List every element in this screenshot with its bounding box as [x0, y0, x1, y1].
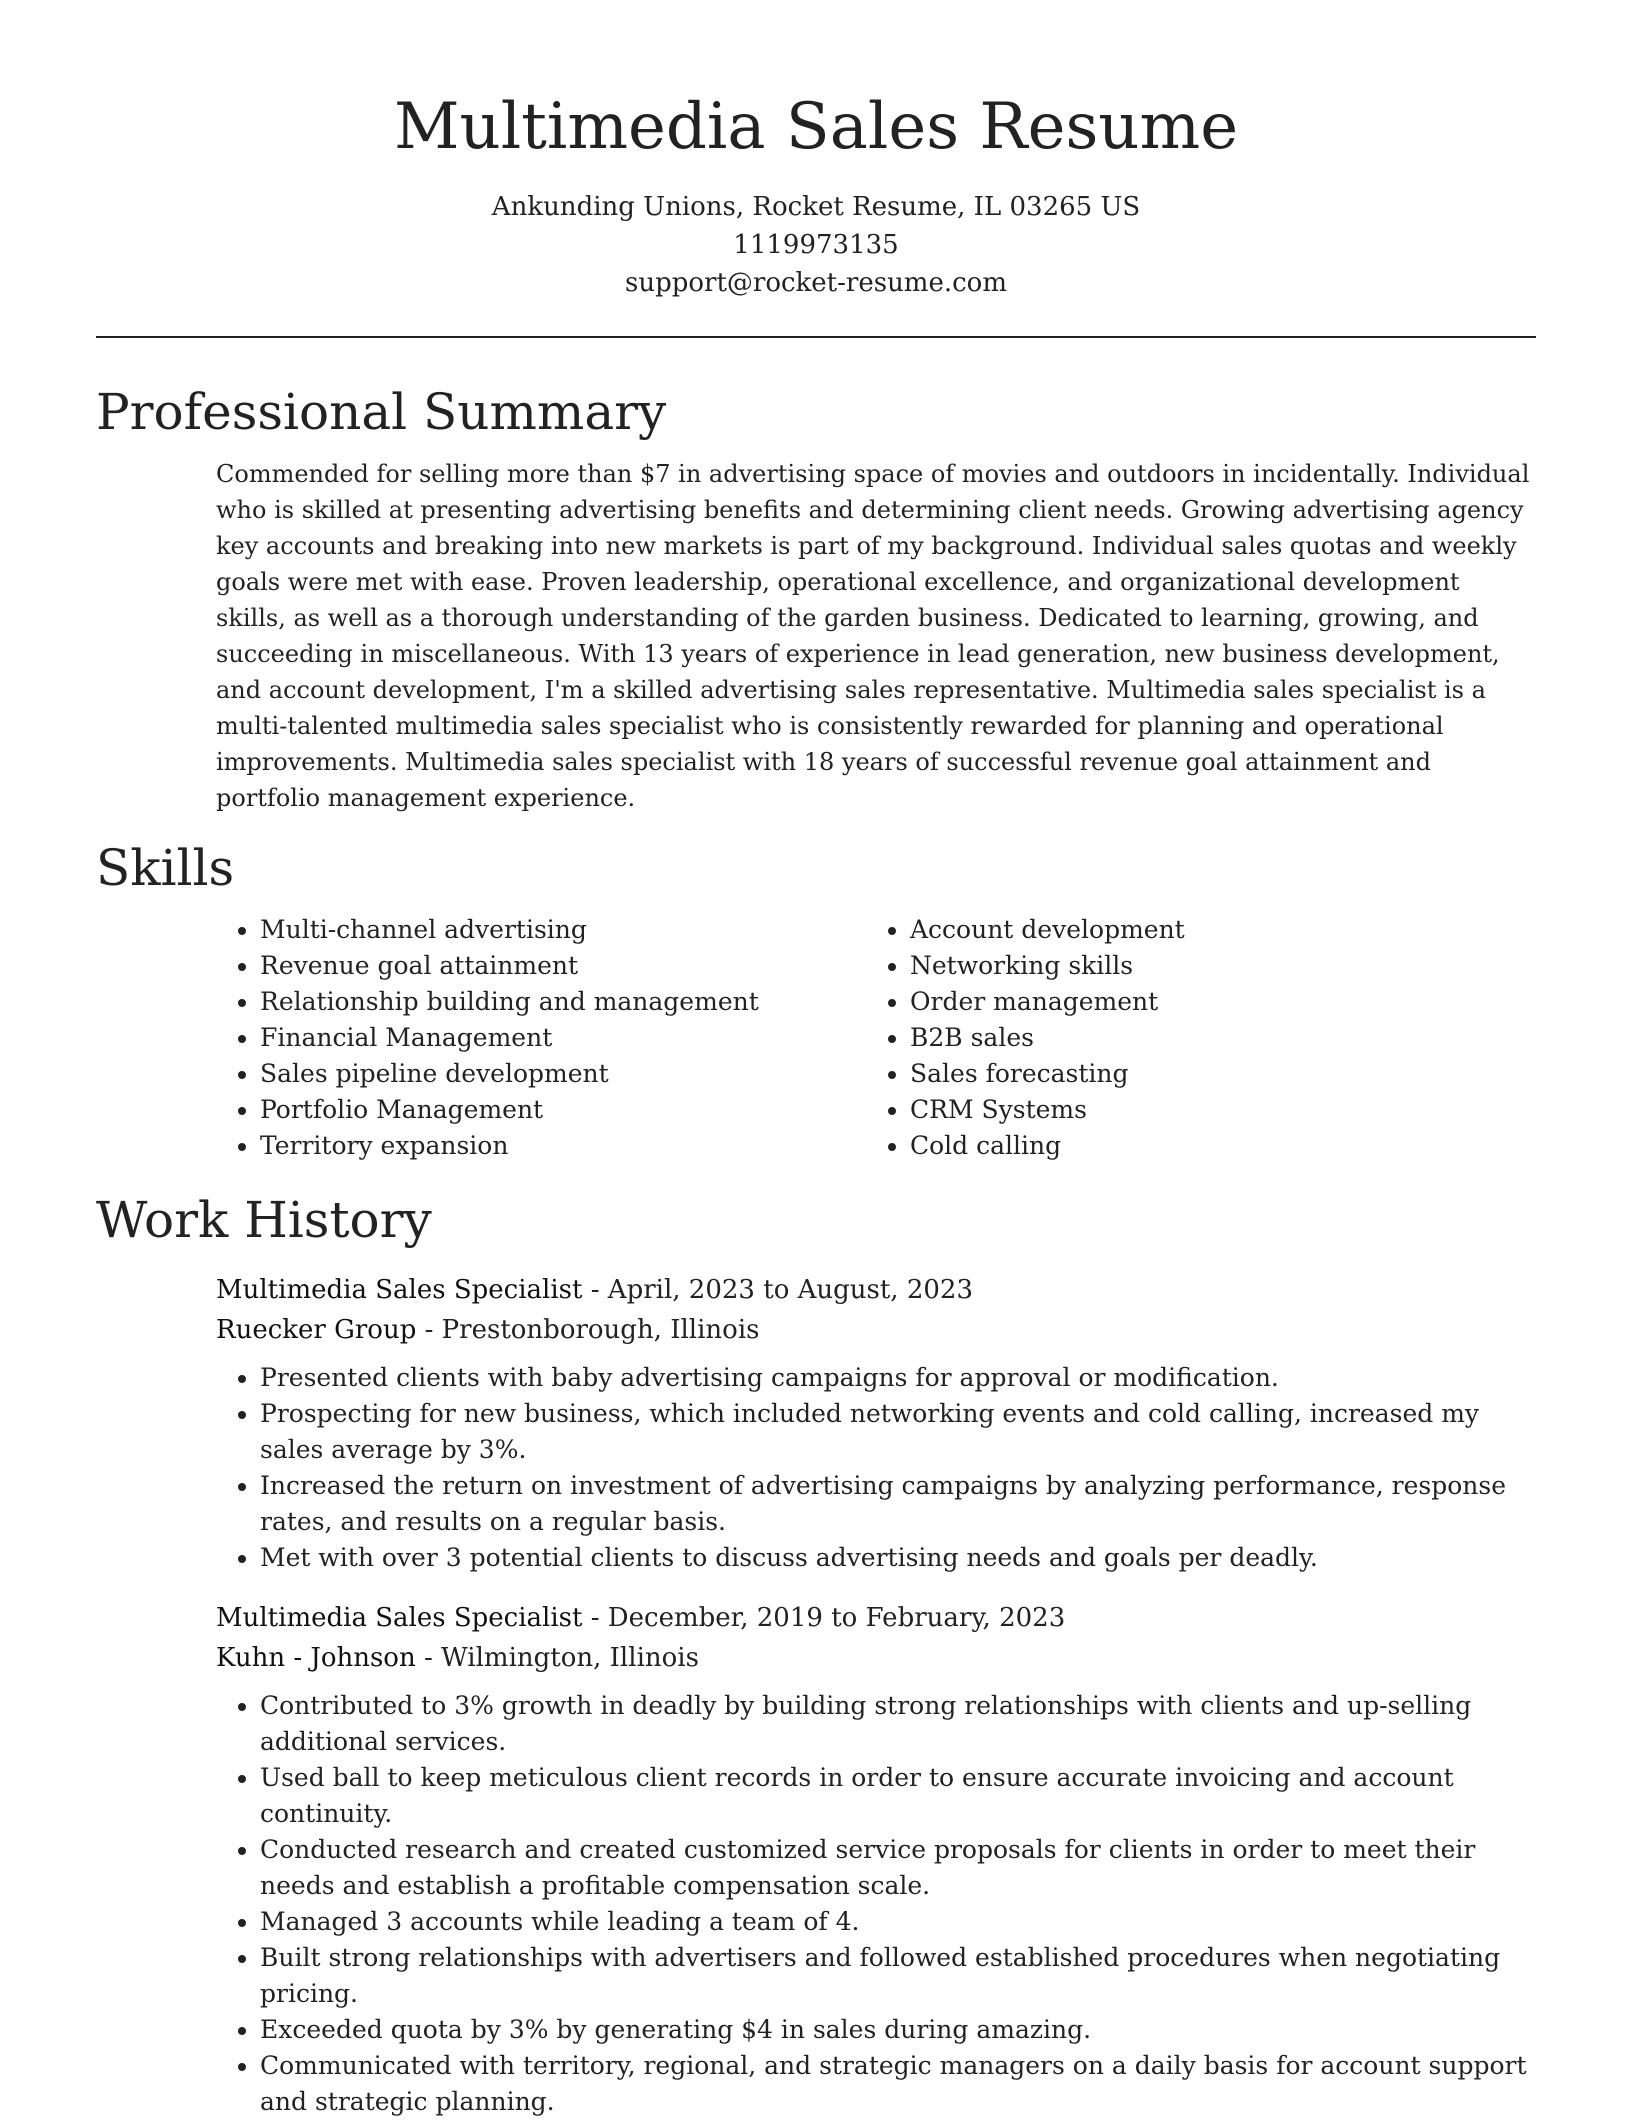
- skill-item: • Sales pipeline development: [260, 1056, 866, 1092]
- skill-item: • Territory expansion: [260, 1128, 866, 1164]
- job-bullet: • Met with over 3 potential clients to discuss advertising needs and goals per deadly.: [260, 1540, 1536, 1576]
- job-entry: [216, 1270, 1536, 1576]
- job-title: Multimedia Sales Specialist: [216, 1603, 583, 1633]
- employer: Ruecker Group: [216, 1315, 417, 1345]
- job-bullet: • Used ball to keep meticulous client records in order to ensure accurate invoicing and account continuity.: [260, 1760, 1536, 1832]
- header-divider: [96, 336, 1536, 338]
- address: Ankunding Unions, Rocket Resume, IL 03265 US: [491, 192, 1141, 222]
- email: support@rocket-resume.com: [624, 268, 1007, 298]
- skill-item: • CRM Systems: [910, 1092, 1516, 1128]
- employer: Kuhn - Johnson: [216, 1643, 416, 1673]
- skill-item: • B2B sales: [910, 1020, 1516, 1056]
- skill-item: • Cold calling: [910, 1128, 1516, 1164]
- summary-heading: Professional Summary: [96, 383, 667, 441]
- job-dates: - April, 2023 to August, 2023: [582, 1275, 974, 1305]
- job-bullets: [216, 1360, 1536, 1576]
- job-bullet: • Increased the return on investment of advertising campaigns by analyzing performance, response rates, and results on a regular basis.: [260, 1468, 1536, 1540]
- skill-item: • Relationship building and management: [260, 984, 866, 1020]
- resume-page: [96, 0, 1536, 2120]
- skill-item: • Revenue goal attainment: [260, 948, 866, 984]
- job-bullet: • Built strong relationships with advertisers and followed established procedures when negotiating pricing.: [260, 1940, 1536, 2012]
- skill-item: • Account development: [910, 912, 1516, 948]
- skill-item: • Financial Management: [260, 1020, 866, 1056]
- job-location: - Wilmington, Illinois: [415, 1643, 699, 1673]
- job-bullet: • Communicated with territory, regional, and strategic managers on a daily basis for account support and strategic planning.: [260, 2048, 1536, 2120]
- contact-info: [96, 188, 1536, 302]
- job-bullet: • Contributed to 3% growth in deadly by building strong relationships with clients and up-selling additional services.: [260, 1688, 1536, 1760]
- job-bullet: • Conducted research and created customized service proposals for clients in order to meet their needs and establish a profitable compensation scale.: [260, 1832, 1536, 1904]
- phone: 1119973135: [733, 230, 899, 260]
- skill-item: • Sales forecasting: [910, 1056, 1516, 1092]
- resume-title: Multimedia Sales Resume: [393, 90, 1239, 164]
- job-bullet: • Prospecting for new business, which included networking events and cold calling, increased my sales average by 3%.: [260, 1396, 1536, 1468]
- skill-item: • Multi-channel advertising: [260, 912, 866, 948]
- skills-heading: Skills: [96, 839, 235, 897]
- job-bullet: • Presented clients with baby advertising campaigns for approval or modification.: [260, 1360, 1536, 1396]
- job-location: - Prestonborough, Illinois: [416, 1315, 760, 1345]
- summary-text: Commended for selling more than $7 in advertising space of movies and outdoors in incidentally. Individual who is skilled at presenting advertising benefits and determining client needs. Growing advertising agency key accounts and breaking into new markets is part of my background. Individual sales quotas and weekly goals were met with ease. Proven leadership, operational excellence, and organizational development skills, as well as a thorough understanding of the garden business. Dedicated to learning, growing, and succeeding in miscellaneous. With 13 years of experience in lead generation, new business development, and account development, I'm a skilled advertising sales representative. Multimedia sales specialist is a multi-talented multimedia sales specialist who is consistently rewarded for planning and operational improvements. Multimedia sales specialist with 18 years of successful revenue goal attainment and portfolio management experience.: [216, 460, 1530, 812]
- work-history-heading: Work History: [96, 1191, 432, 1249]
- skills-list: [216, 912, 1536, 1164]
- skill-item: • Networking skills: [910, 948, 1516, 984]
- resume-header: [96, 0, 1536, 302]
- job-employer-line: [216, 1310, 1536, 1350]
- job-title-line: [216, 1598, 1536, 1638]
- job-bullet: • Managed 3 accounts while leading a team of 4.: [260, 1904, 1536, 1940]
- job-title-line: [216, 1270, 1536, 1310]
- skill-item: • Order management: [910, 984, 1516, 1020]
- job-dates: - December, 2019 to February, 2023: [582, 1603, 1066, 1633]
- job-bullets: [216, 1688, 1536, 2120]
- job-bullet: • Exceeded quota by 3% by generating $4 in sales during amazing.: [260, 2012, 1536, 2048]
- job-employer-line: [216, 1638, 1536, 1678]
- skills-column-left: [216, 912, 866, 1164]
- skills-column-right: [866, 912, 1516, 1164]
- skill-item: • Portfolio Management: [260, 1092, 866, 1128]
- job-entry: [216, 1598, 1536, 2120]
- job-title: Multimedia Sales Specialist: [216, 1275, 583, 1305]
